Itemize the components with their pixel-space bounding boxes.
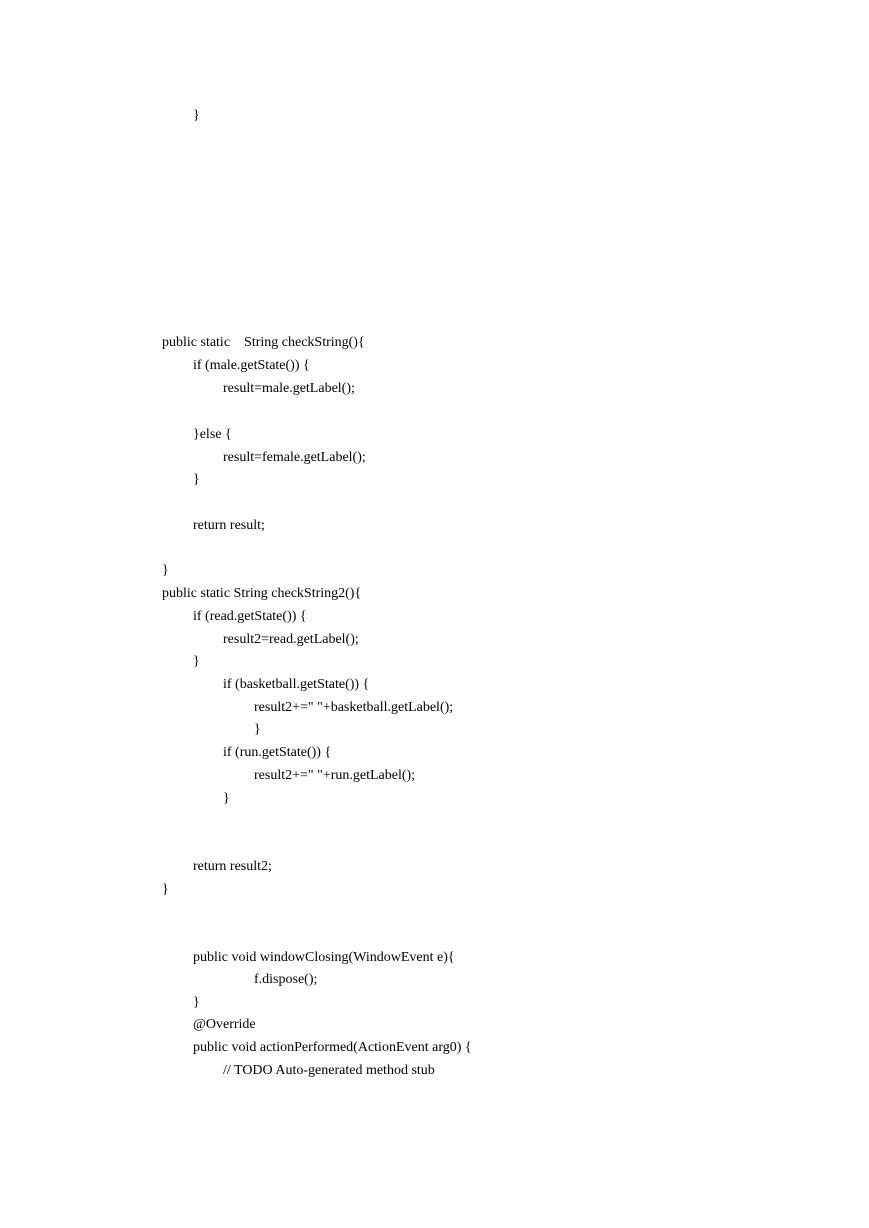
code-line: } (162, 882, 169, 897)
code-line: return result2; (193, 859, 272, 874)
code-line: f.dispose(); (254, 972, 318, 987)
code-line: public void actionPerformed(ActionEvent arg0) { (193, 1040, 472, 1055)
code-line: result2+=" "+run.getLabel(); (254, 768, 416, 783)
code-line: }else { (193, 427, 232, 442)
code-line: } (193, 995, 200, 1010)
code-line: result=female.getLabel(); (223, 450, 366, 465)
code-line: } (162, 563, 169, 578)
code-line: public static String checkString2(){ (162, 586, 362, 601)
code-line: } (254, 722, 261, 737)
code-line: if (read.getState()) { (193, 609, 307, 624)
code-line: result2+=" "+basketball.getLabel(); (254, 700, 454, 715)
code-line: // TODO Auto-generated method stub (223, 1063, 435, 1078)
code-line: if (run.getState()) { (223, 745, 332, 760)
code-line: public static String checkString(){ (162, 335, 365, 350)
code-line: } (223, 791, 230, 806)
code-line: return result; (193, 518, 265, 533)
code-line: } (193, 472, 200, 487)
code-line: result=male.getLabel(); (223, 381, 355, 396)
code-line: } (193, 108, 200, 123)
code-line: if (male.getState()) { (193, 358, 310, 373)
code-line: } (193, 654, 200, 669)
code-line: @Override (193, 1017, 256, 1032)
code-line: public void windowClosing(WindowEvent e){ (193, 950, 455, 965)
code-line: if (basketball.getState()) { (223, 677, 370, 692)
code-line: result2=read.getLabel(); (223, 632, 359, 647)
